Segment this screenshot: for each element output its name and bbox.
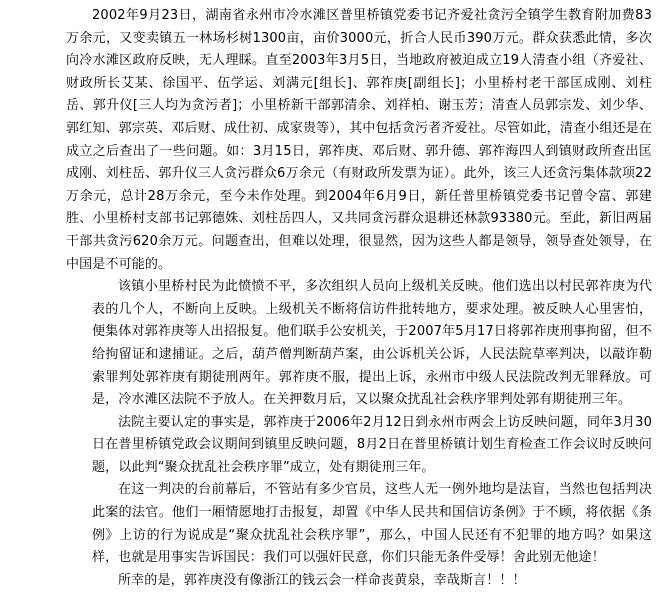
paragraph-4: 在这一判决的台前幕后，不管站有多少官员，这些人无一例外地均是法盲，当然也包括判决此案的法官。他们一厢情愿地打击报复，却置《中华人民共和国信访条例》于不顾，将依据《条例》上访的行为说成是“聚众扰乱社会秩序罪”，那么，中国人民还有不犯罪的地方吗？如果这样，也就是用事实告诉国民：我们可以强奸民意，你们只能无条件受辱！舍此别无他途！	[92, 482, 652, 566]
paragraph-1: 2002年9月23日，湖南省永州市冷水滩区普里桥镇党委书记齐爱社贪污全镇学生教育附加费83万余元，又变卖镇五一林场杉树1300亩，亩价3000元，折合人民币390万元。群众获悉此情，多次向冷水滩区政府反映，无人理睬。直至2003年3月5日，当地政府被迫成立19人清查小组（齐爱社、财政所长艾某、徐国平、伍学运、刘满元[组长]、郭祚庚[副组长]；小里桥村老干部匡成刚、刘柱岳、郭升仪[三人均为贪污者]；小里桥新干部郭清余、刘祥柏、谢玉芳；清查人员郭宗发、刘少华、郭红知、郭宗英、邓后财、成仕初、成家贵等），其中包括贪污者齐爱社。尽管如此，清查小组还是在成立之后查出了一些问题。如：3月15日，郭祚庚、邓后财、郭升德、郭祚海四人到镇财政所查出匡成刚、刘柱岳、郭升仪三人贪污群众6万余元（有财政所发票为证）。此外，该三人还贪污集体款项22万余元，总计28万余元，至今未作处理。到2004年6月9日，新任普里桥镇党委书记曾令富、郭建胜、小里桥村支部书记郭德姝、刘柱岳四人，又共同贪污群众退耕还林款93380元。至此，新旧两届干部共贪污620余万元。问题查出，但难以处理，很显然，因为这些人都是领导，领导查处领导，在中国是不可能的。	[66, 8, 652, 272]
paragraph-3: 法院主要认定的事实是，郭祚庚于2006年2月12日到永州市两会上访反映问题，同年3月30日在普里桥镇党政会议期间到镇里反映问题，8月2日在普里桥镇计划生育检查工作会议时反映问题，以此判“聚众扰乱社会秩序罪”成立，处有期徒刑三年。	[92, 414, 652, 475]
paragraph-5: 所幸的是，郭祚庚没有像浙江的钱云会一样命丧黄泉，幸哉斯言！！！	[118, 572, 526, 588]
paragraph-2: 该镇小里桥村民为此愤愤不平，多次组织人员向上级机关反映。他们选出以村民郭祚庚为代表的几个人，不断向上反映。上级机关不断将信访件批转地方，要求处理。被反映人心里害怕，便集体对郭祚庚等人出招报复。他们联手公安机关，于2007年5月17日将郭祚庚刑事拘留，但不给拘留证和逮捕证。之后，葫芦僧判断葫芦案，由公诉机关公诉，人民法院草率判决，以敲诈勒索罪判处郭祚庚有期徒刑两年。郭祚庚不服，提出上诉，永州市中级人民法院改判无罪释放。可是，冷水滩区法院不予放人。在关押数月后，又以聚众扰乱社会秩序罪判处郭有期徒刑三年。	[92, 279, 652, 408]
